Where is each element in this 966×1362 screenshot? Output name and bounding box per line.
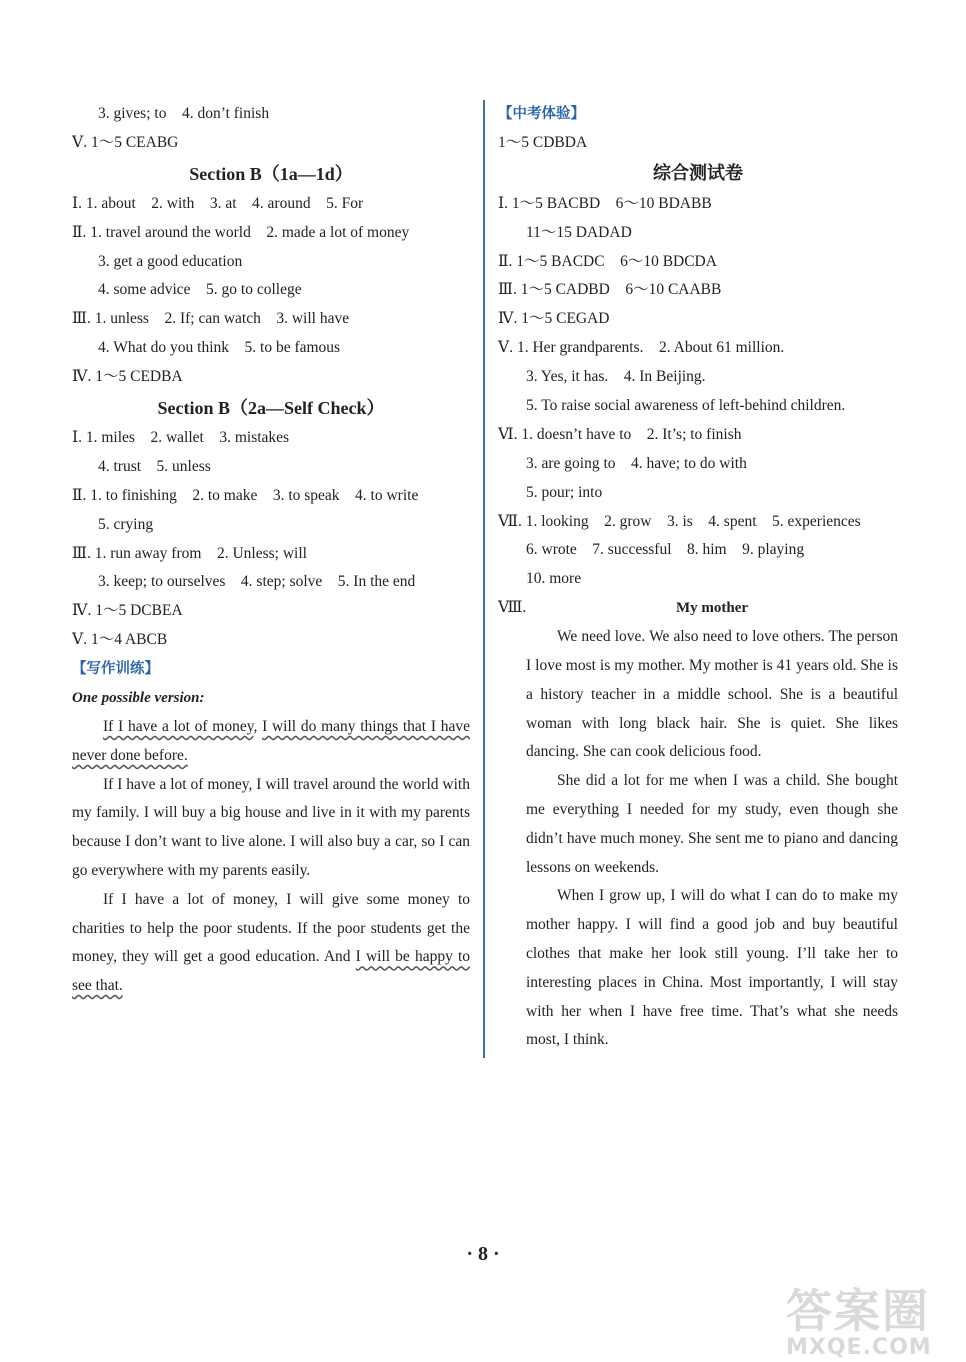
answer-line: Ⅳ. 1～5 CEGAD: [498, 310, 610, 328]
answer-line: 3. are going to 4. have; to do with: [526, 454, 747, 472]
answer-line: Ⅶ. 1. looking 2. grow 3. is 4. spent 5. experiences: [498, 512, 861, 530]
answer-line: 3. keep; to ourselves 4. step; solve 5. In the end: [98, 573, 416, 591]
exam-experience-tag: 【中考体验】: [498, 106, 585, 122]
essay-title: My mother: [675, 600, 749, 617]
answer-line: 3. Yes, it has. 4. In Beijing.: [526, 368, 706, 386]
answer-line: 10. more: [526, 570, 582, 588]
answer-line: Ⅴ. 1～5 CEABG: [72, 133, 179, 151]
answer-line: Ⅵ. 1. doesn’t have to 2. It’s; to finish: [498, 425, 742, 443]
watermark-text: 答案圈: [786, 1284, 930, 1338]
answer-line: 6. wrote 7. successful 8. him 9. playing: [526, 541, 805, 559]
answer-line: 11～15 DADAD: [526, 223, 632, 241]
section-title: Section B（1a—1d）: [189, 163, 353, 184]
answer-line: Ⅰ. 1. about 2. with 3. at 4. around 5. For: [72, 194, 364, 212]
left-column: [72, 100, 470, 1001]
answer-line: Ⅲ. 1～5 CADBD 6～10 CAABB: [498, 281, 722, 299]
writing-training-tag: 【写作训练】: [72, 661, 159, 678]
answer-line: Ⅲ. 1. unless 2. If; can watch 3. will have: [72, 310, 350, 328]
section-title: Section B（2a—Self Check）: [157, 398, 385, 419]
page-number: · 8 ·: [466, 1243, 500, 1265]
essay-paragraph: If I have a lot of money, I will travel around the world with my family. I will buy a big house and live in it with my parents because I don’t want to live alone. I will also buy a car, so I can go everywhere with my parents easily.: [72, 775, 470, 879]
essay-paragraph: [72, 886, 470, 1001]
test-answers: [498, 190, 898, 594]
answer-line: Ⅴ. 1～4 ABCB: [72, 631, 168, 649]
right-column: [498, 100, 898, 1055]
viii-block: [498, 594, 898, 1055]
section-2-answers: [72, 424, 470, 655]
column-divider: [483, 100, 485, 1058]
essay-paragraph: When I grow up, I will do what I can do to make my mother happy. I will find a good job and buy beautiful clothes that make her look still young. I’ll take her to interesting places in China. Most importantly, I will stay with her when I have free time. That’s what she needs most, I think.: [526, 887, 898, 1049]
paragraph-text: If I have a lot of money, I will give some money to charities to help the poor students. If the poor students get the money, they will get a good education. And: [72, 890, 470, 966]
comma-text: ,: [253, 717, 263, 735]
answer-line: 5. To raise social awareness of left-behind children.: [526, 397, 846, 415]
answer-line: Ⅰ. 1～5 BACBD 6～10 BDABB: [498, 194, 712, 212]
essay-paragraph: We need love. We also need to love others. The person I love most is my mother. My mother is 41 years old. She is a history teacher in a middle school. She is a beautiful woman with long black hair. She is quiet. She likes dancing. She can cook delicious food.: [526, 628, 898, 761]
answer-line: 1～5 CDBDA: [498, 133, 588, 151]
answer-line: Ⅲ. 1. run away from 2. Unless; will: [72, 544, 307, 562]
answer-line: Ⅱ. 1. to finishing 2. to make 3. to speak 4. to write: [72, 486, 419, 504]
version-label: One possible version:: [72, 690, 205, 707]
answer-line: Ⅱ. 1. travel around the world 2. made a lot of money: [72, 223, 410, 241]
answer-line: 4. What do you think 5. to be famous: [98, 339, 341, 357]
answer-line: Ⅴ. 1. Her grandparents. 2. About 61 million.: [498, 339, 785, 357]
answer-line: 3. gives; to 4. don’t finish: [98, 105, 270, 122]
answer-line: Ⅰ. 1. miles 2. wallet 3. mistakes: [72, 429, 290, 447]
watermark-logo: [786, 1275, 956, 1360]
essay-paragraph: She did a lot for me when I was a child. She bought me everything I needed for my study, even though she didn’t have much money. She sent me to piano and dancing lessons on weekends.: [526, 772, 898, 876]
answer-line: 4. trust 5. unless: [98, 457, 211, 475]
answer-line: 3. get a good education: [98, 252, 243, 270]
answer-line: Ⅳ. 1～5 DCBEA: [72, 602, 183, 620]
answer-line: 5. pour; into: [526, 483, 603, 501]
test-title: 综合测试卷: [653, 162, 743, 184]
section-number: Ⅷ.: [498, 599, 527, 617]
underlined-phrase: I will be happy to see that.: [72, 948, 471, 995]
answer-line: 5. crying: [98, 515, 154, 533]
underlined-phrase: I will do many things that I have never done before.: [72, 717, 470, 764]
essay: [498, 594, 898, 1055]
underlined-phrase: If I have a lot of money: [103, 717, 254, 735]
watermark-url: MXQE.COM: [786, 1335, 932, 1360]
section-1-answers: [72, 190, 470, 392]
answer-line: 4. some advice 5. go to college: [98, 281, 302, 299]
answer-line: Ⅱ. 1～5 BACDC 6～10 BDCDA: [498, 252, 717, 270]
essay-paragraph: [72, 713, 470, 771]
answer-line: Ⅳ. 1～5 CEDBA: [72, 368, 183, 386]
